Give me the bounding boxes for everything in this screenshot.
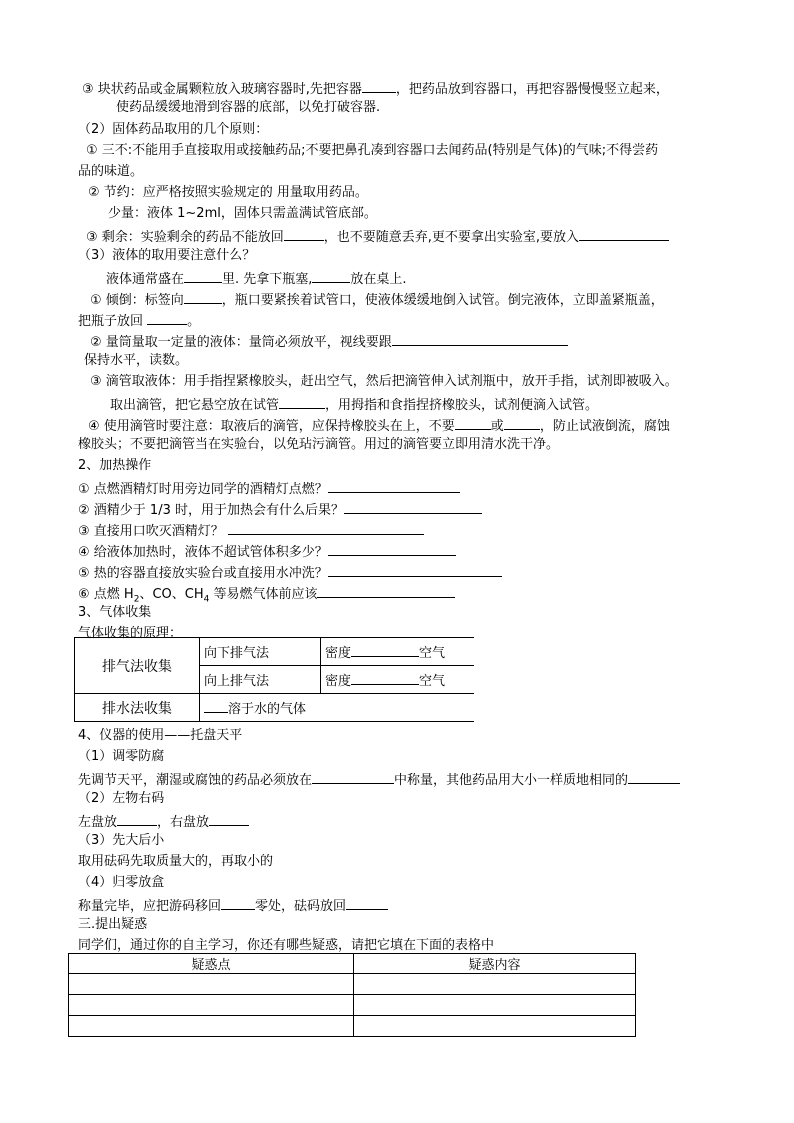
table-header-cell: 疑惑内容 — [354, 954, 636, 974]
fill-blank[interactable] — [328, 562, 502, 577]
question-line — [78, 562, 502, 583]
fill-blank[interactable] — [317, 583, 455, 598]
fill-blank[interactable] — [328, 478, 460, 493]
fill-blank[interactable] — [204, 698, 228, 713]
question-line — [78, 520, 424, 541]
text: ④ 使用滴管时要注意：取液后的滴管，应保持橡胶头在上，不要 — [88, 419, 455, 434]
fill-blank[interactable] — [228, 520, 424, 535]
text: 液体通常盛在 — [106, 272, 185, 287]
text: ，把药品放到容器口，再把容器慢慢竖立起来， — [395, 82, 669, 97]
fill-blank[interactable] — [362, 78, 396, 93]
text-line — [78, 895, 388, 916]
text: 密度 — [325, 674, 352, 689]
text-line: ② 节约：应严格按照实验规定的 用量取用药品。 — [88, 185, 368, 200]
text: 、CO、CH — [139, 587, 204, 602]
text-line: 使药品缓缓地滑到容器的底部，以免打破容器. — [116, 100, 381, 115]
text-line: ① 三不:不能用手直接取用或接触药品;不要把鼻孔凑到容器口去闻药品(特别是气体)的气味;不得尝药 — [86, 143, 659, 158]
text-line — [106, 268, 407, 289]
table-header-cell: 疑惑点 — [69, 954, 354, 974]
text: 称量完毕，应把游码移回 — [78, 899, 222, 914]
table-cell: 向下排气法 — [200, 638, 321, 666]
text-line — [78, 769, 680, 790]
text-line: 同学们，通过你的自主学习，你还有哪些疑惑，请把它填在下面的表格中 — [78, 938, 495, 953]
table-cell[interactable] — [354, 1016, 636, 1037]
table-cell[interactable] — [69, 1016, 354, 1037]
subscript: 4 — [203, 594, 210, 605]
text-line: 品的味道。 — [78, 164, 144, 179]
text: ② 酒精少于 1/3 时，用于加热会有什么后果？ — [78, 503, 344, 518]
text: ④ 给液体加热时，液体不超试管体积多少？ — [78, 545, 328, 560]
fill-blank[interactable] — [579, 226, 669, 241]
fill-blank[interactable] — [209, 811, 249, 826]
fill-blank[interactable] — [392, 331, 568, 346]
text: ，也不要随意丢弃,更不要拿出实验室,要放入 — [323, 230, 580, 245]
text-line — [78, 310, 200, 331]
fill-blank[interactable] — [504, 415, 540, 430]
text-line: 取用砝码先取质量大的，再取小的 — [78, 854, 274, 869]
table-cell[interactable] — [354, 995, 636, 1016]
table-cell: 向上排气法 — [200, 666, 321, 694]
section-heading: 2、加热操作 — [78, 458, 152, 473]
text-line: 橡胶头；不要把滴管当在实验台，以免玷污滴管。用过的滴管要立即用清水洗干净。 — [78, 437, 560, 452]
question-line — [78, 541, 456, 562]
section-heading: 4、仪器的使用——托盘天平 — [78, 728, 243, 743]
text: 等易燃气体前应该 — [209, 587, 318, 602]
text: 空气 — [419, 674, 446, 689]
fill-blank[interactable] — [328, 541, 456, 556]
table-cell — [200, 694, 475, 722]
text: ，防止试液倒流，腐蚀 — [539, 419, 670, 434]
text: ⑥ 点燃 H — [78, 587, 134, 602]
subscript: 2 — [133, 594, 140, 605]
fill-blank[interactable] — [312, 268, 350, 283]
question-line — [78, 499, 482, 520]
text: 密度 — [325, 646, 352, 661]
text-line — [90, 289, 664, 310]
section-heading: （3）液体的取用要注意什么？ — [78, 248, 256, 263]
text: 溶于水的气体 — [228, 702, 307, 717]
gas-collection-table — [74, 637, 474, 722]
fill-blank[interactable] — [346, 895, 388, 910]
fill-blank[interactable] — [284, 226, 324, 241]
text-line: 保持水平，读数。 — [84, 353, 189, 368]
text: ③ 剩余：实验剩余的药品不能放回 — [86, 230, 284, 245]
fill-blank[interactable] — [312, 769, 394, 784]
text: 放在桌上. — [350, 272, 407, 287]
table-cell: 排水法收集 — [75, 694, 200, 722]
text: 零处，砝码放回 — [255, 899, 347, 914]
doubt-table — [68, 953, 636, 1037]
fill-blank[interactable] — [344, 499, 482, 514]
fill-blank[interactable] — [455, 415, 491, 430]
text-line: 气体收集的原理： — [78, 626, 183, 641]
text-line — [110, 394, 598, 415]
fill-blank[interactable] — [184, 289, 222, 304]
fill-blank[interactable] — [279, 394, 325, 409]
text: 中称量，其他药品用大小一样质地相同的 — [394, 773, 629, 788]
table-cell[interactable] — [354, 974, 636, 995]
text: ③ 块状药品或金属颗粒放入玻璃容器时,先把容器 — [82, 82, 362, 97]
text: 空气 — [419, 646, 446, 661]
text-line — [90, 331, 568, 352]
section-heading: （2）固体药品取用的几个原则： — [78, 122, 269, 137]
text: ③ 直接用口吹灭酒精灯？ — [78, 524, 224, 539]
text: 先调节天平，潮湿或腐蚀的药品必须放在 — [78, 773, 313, 788]
fill-blank[interactable] — [147, 310, 187, 325]
fill-blank[interactable] — [351, 670, 419, 685]
subsection-heading: （3）先大后小 — [78, 833, 165, 848]
text: 。 — [187, 314, 201, 329]
text: 把瓶子放回 — [78, 314, 144, 329]
text: 取出滴管，把它悬空放在试管 — [110, 398, 280, 413]
table-cell[interactable] — [69, 995, 354, 1016]
fill-blank[interactable] — [221, 895, 255, 910]
text: ，右盘放 — [157, 815, 210, 830]
section-heading: 3、气体收集 — [78, 605, 152, 620]
table-cell[interactable] — [69, 974, 354, 995]
text: ，瓶口要紧挨着试管口，使液体缓缓地倒入试管。倒完液体，立即盖紧瓶盖， — [221, 293, 664, 308]
fill-blank[interactable] — [117, 811, 157, 826]
subsection-heading: （2）左物右码 — [78, 791, 165, 806]
text: 或 — [490, 419, 504, 434]
table-cell — [321, 666, 475, 694]
text-line — [78, 811, 249, 832]
text-line — [86, 226, 669, 247]
section-heading: 三.提出疑惑 — [78, 917, 148, 932]
text-line — [88, 415, 670, 436]
table-cell: 排气法收集 — [75, 638, 200, 694]
subsection-heading: （1）调零防腐 — [78, 749, 165, 764]
fill-blank[interactable] — [184, 268, 222, 283]
text: ，用拇指和食指捏挤橡胶头，试剂便滴入试管。 — [325, 398, 599, 413]
fill-blank[interactable] — [351, 642, 419, 657]
text: ⑤ 热的容器直接放实验台或直接用水冲洗？ — [78, 566, 328, 581]
text-line: ③ 滴管取液体：用手指捏紧橡胶头，赶出空气，然后把滴管伸入试剂瓶中，放开手指，试剂即被吸入。 — [90, 374, 678, 389]
text: ① 倾倒：标签向 — [90, 293, 184, 308]
text-line: 少量：液体 1~2ml，固体只需盖满试管底部。 — [108, 206, 377, 221]
table-cell — [321, 638, 475, 666]
text-line — [82, 78, 669, 99]
text: 左盘放 — [78, 815, 118, 830]
text: 里. 先拿下瓶塞, — [222, 272, 313, 287]
question-line — [78, 478, 460, 499]
subsection-heading: （4）归零放盒 — [78, 875, 165, 890]
text: ② 量筒量取一定量的液体：量筒必须放平，视线要跟 — [90, 335, 392, 350]
text: ① 点燃酒精灯时用旁边同学的酒精灯点燃？ — [78, 482, 328, 497]
fill-blank[interactable] — [628, 769, 680, 784]
